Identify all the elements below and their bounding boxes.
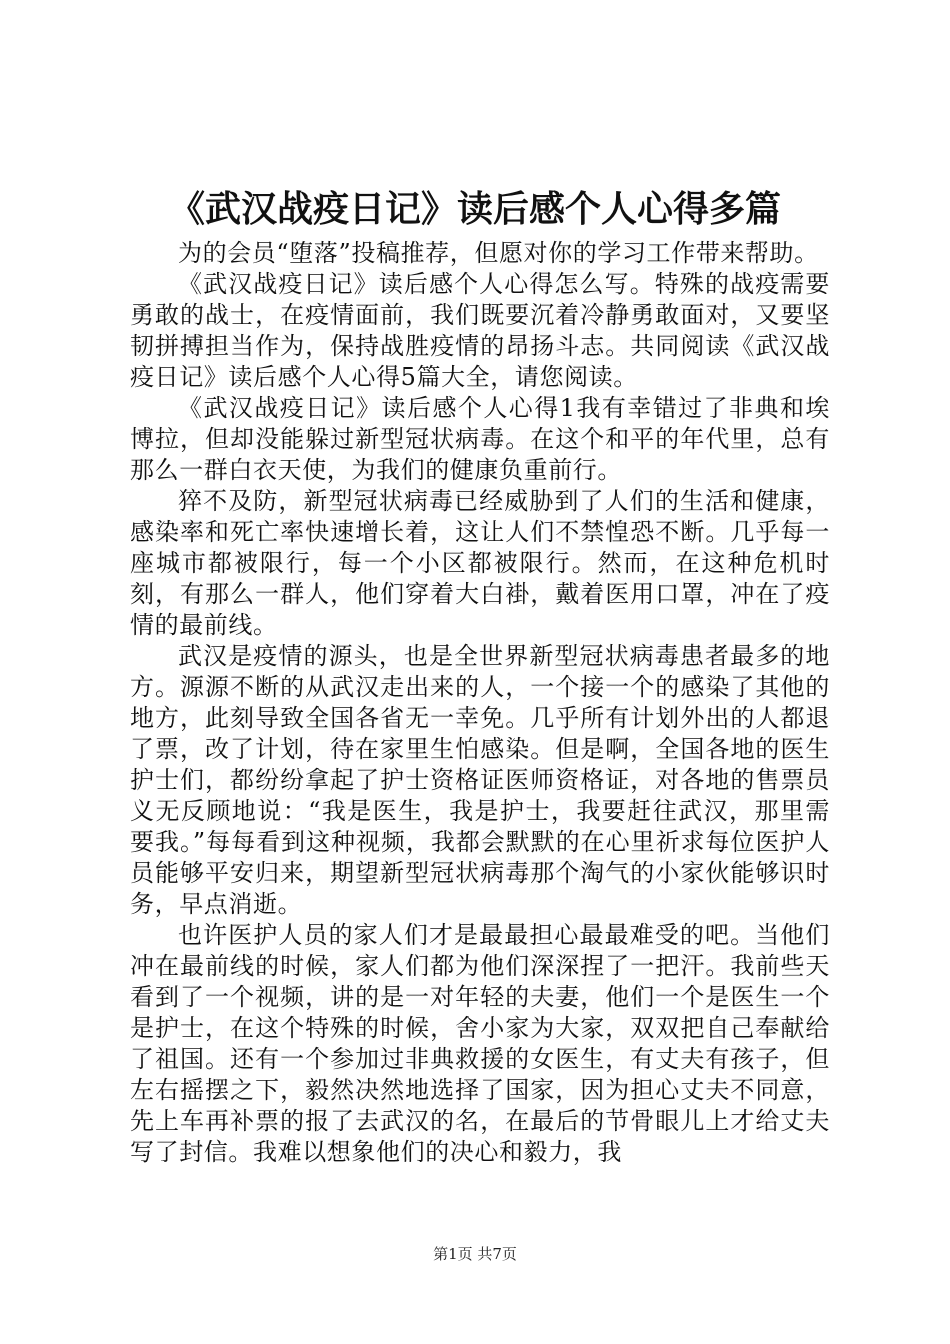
paragraph: 《武汉战疫日记》读后感个人心得怎么写。特殊的战疫需要勇敢的战士，在疫情面前，我们既要沉着冷静勇敢面对，又要坚韧拼搏担当作为，保持战胜疫情的昂扬斗志。共同阅读《武汉战疫日记》读后感个人心得5篇大全，请您阅读。	[130, 270, 830, 391]
page-indicator: 第1页 共7页	[433, 1245, 517, 1263]
paragraph: 猝不及防，新型冠状病毒已经威胁到了人们的生活和健康，感染率和死亡率快速增长着，这让人们不禁惶恐不断。几乎每一座城市都被限行，每一个小区都被限行。然而，在这种危机时刻，有那么一群人，他们穿着大白褂，戴着医用口罩，冲在了疫情的最前线。	[130, 487, 830, 639]
page-footer	[0, 1244, 950, 1264]
paragraph: 为的会员“堕落”投稿推荐，但愿对你的学习工作带来帮助。	[178, 239, 819, 267]
paragraph: 《武汉战疫日记》读后感个人心得1我有幸错过了非典和埃博拉，但却没能躲过新型冠状病毒。在这个和平的年代里，总有那么一群白衣天使，为我们的健康负重前行。	[130, 394, 830, 484]
paragraph: 武汉是疫情的源头，也是全世界新型冠状病毒患者最多的地方。源源不断的从武汉走出来的人，一个接一个的感染了其他的地方，此刻导致全国各省无一幸免。几乎所有计划外出的人都退了票，改了计划，待在家里生怕感染。但是啊，全国各地的医生护士们，都纷纷拿起了护士资格证医师资格证，对各地的售票员义无反顾地说：“我是医生，我是护士，我要赶往武汉，那里需要我。”每每看到这种视频，我都会默默的在心里祈求每位医护人员能够平安归来，期望新型冠状病毒那个淘气的小家伙能够识时务，早点消逝。	[130, 642, 830, 918]
paragraph: 也许医护人员的家人们才是最最担心最最难受的吧。当他们冲在最前线的时候，家人们都为他们深深捏了一把汗。我前些天看到了一个视频，讲的是一对年轻的夫妻，他们一个是医生一个是护士，在这个特殊的时候，舍小家为大家，双双把自己奉献给了祖国。还有一个参加过非典救援的女医生，有丈夫有孩子，但左右摇摆之下，毅然决然地选择了国家，因为担心丈夫不同意，先上车再补票的报了去武汉的名，在最后的节骨眼儿上才给丈夫写了封信。我难以想象他们的决心和毅力，我	[130, 921, 830, 1166]
document-title: 《武汉战疫日记》读后感个人心得多篇	[168, 189, 781, 230]
document-body	[130, 238, 830, 1168]
